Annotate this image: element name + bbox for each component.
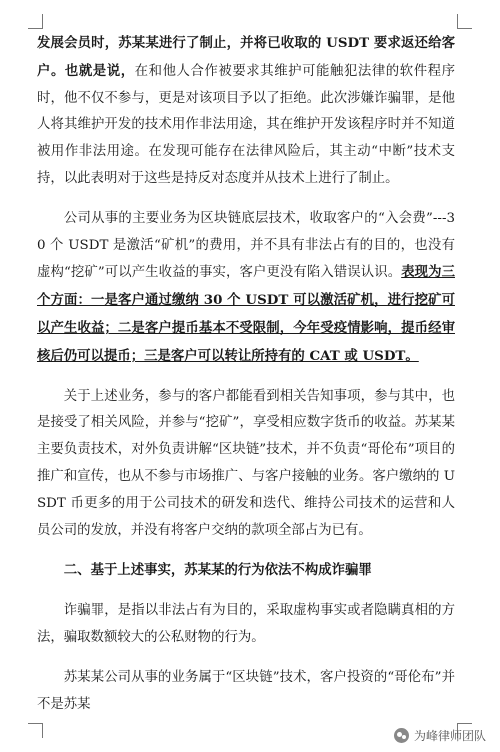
watermark-text: 为峰律师团队 bbox=[413, 729, 486, 743]
paragraph-1 bbox=[37, 30, 455, 193]
paragraph-4: 诈骗罪，是指以非法占有为目的，采取虚构事实或者隐瞒真相的方法，骗取数额较大的公私财物的行为。 bbox=[37, 603, 455, 645]
section-heading-2: 二、基于上述事实，苏某某的行为依法不构成诈骗罪 bbox=[63, 562, 372, 579]
paragraph-2-bold-underline: 表现为三个方面：一是客户通过缴纳 30 个 USDT 可以激活矿机，进行挖矿可以产生收益；二是客户提币基本不受限制，今年受疫情影响，提币经审核后仍可以提币；三是客户可以转让所持有的 CAT 或 USDT。 bbox=[37, 264, 455, 364]
paragraph-1-bold: 发展会员时，苏某某进行了制止，并将已收取的 USDT 要求返还给客户。也就是说， bbox=[37, 35, 455, 79]
watermark bbox=[394, 727, 486, 744]
paragraph-1-text: 在和他人合作被要求其维护可能触犯法律的软件程序时，他不仅不参与，更是对该项目予以了拒绝。此次涉嫌诈骗罪，是他人将其维护开发的技术用作非法用途，其在维护开发该程序时并不知道被用作非法用途。在发现可能存在法律风险后，其主动“中断”技术支持，以此表明对于这些是持反对态度并从技术上进行了制止。 bbox=[37, 63, 456, 186]
paragraph-2 bbox=[37, 206, 455, 371]
paragraph-2-text: 公司从事的主要业务为区块链底层技术，收取客户的“入会费”---30 个 USDT 是激活“矿机”的费用，并不具有非法占有的目的，也没有虚构“挖矿”可以产生收益的事实，客户更没有陷入错误认识。 bbox=[37, 210, 455, 281]
page-corner-mark-top-right bbox=[457, 14, 472, 29]
paragraph-3: 关于上述业务，参与的客户都能看到相关告知事项，参与其中，也是接受了相关风险，并参与“挖矿”，享受相应数字货币的收益。苏某某主要负责技术，对外负责讲解“区块链”技术，并不负责“哥伦布”项目的推广和宣传，也从不参与市场推广、与客户接触的业务。客户缴纳的 USDT 币更多的用于公司技术的研发和迭代、维持公司技术的运营和人员公司的发放，并没有将客户交纳的款项全部占为已有。 bbox=[37, 388, 455, 538]
page-corner-mark-top-left bbox=[28, 14, 43, 29]
team-logo-icon bbox=[394, 728, 409, 743]
document-body bbox=[37, 30, 455, 731]
paragraph-5: 苏某某公司从事的业务属于“区块链”技术，客户投资的“哥伦布”并不是苏某 bbox=[37, 669, 455, 712]
